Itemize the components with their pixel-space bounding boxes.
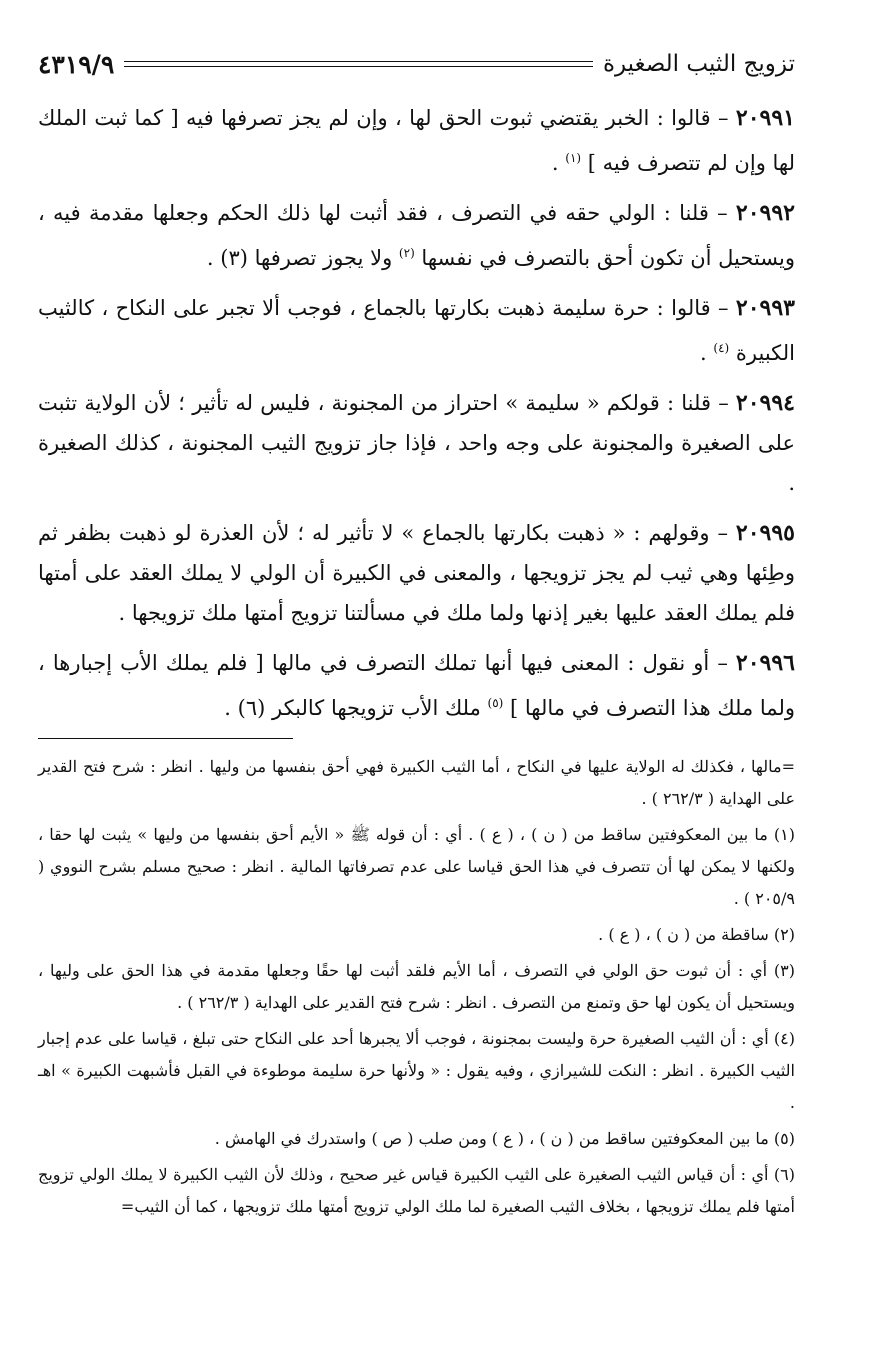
footnote-text: أي : أن ثبوت حق الولي في التصرف ، أما الأيم فلقد أثبت لها حقًا وجعلها مقدمة في هذا الحق على وليها ، ويستحيل أن يكون لها حق وتمنع من التصرف . انظر : شرح فتح القدير على الهداية ( ٢٦٢/٣ ) . — [38, 961, 795, 1012]
footnote-text: =مالها ، فكذلك له الولاية عليها في النكاح ، أما الثيب الكبيرة فهي أحق بنفسها من وليها . انظر : شرح فتح القدير على الهداية ( ٢٦٢/٣ ) . — [38, 757, 796, 808]
paragraph — [38, 383, 795, 503]
paragraph-text: – قالوا : الخبر يقتضي ثبوت الحق لها ، وإن لم يجز تصرفها فيه [ كما ثبت الملك لها وإن لم تتصرف فيه ] — [38, 106, 795, 175]
running-header — [38, 44, 795, 84]
paragraph-text: – قلنا : قولكم « سليمة » احتراز من المجنونة ، فليس له تأثير ؛ لأن الولاية تثبت على الصغيرة والمجنونة على وجه واحد ، فإذا جاز تزويج الثيب المجنونة ، كذلك الصغيرة . — [38, 391, 795, 495]
page-number: ٤٣١٩/٩ — [38, 49, 115, 79]
footnote-number: (٢) — [773, 925, 795, 944]
footnote — [38, 919, 795, 951]
header-rule — [124, 61, 593, 67]
footnotes — [38, 751, 795, 1223]
paragraph-number: ٢٠٩٩١ — [735, 105, 795, 131]
footnote-number: (٣) — [773, 961, 795, 980]
footnote-separator — [38, 738, 293, 739]
footnote-text: ما بين المعكوفتين ساقط من ( ن ) ، ( ع ) . أي : أن قوله ﷺ « الأيم أحق بنفسها من وليها » يثبت لها حقا ، ولكنها لا يمكن لها أن تتصرف في هذا الحق قياسا على عدم تصرفاتها المالية . انظر : صحيح مسلم بشرح النووي ( ٢٠٥/٩ ) . — [38, 825, 795, 908]
footnote — [38, 751, 795, 815]
running-title: تزويج الثيب الصغيرة — [602, 51, 795, 77]
footnote-number: (٤) — [773, 1029, 795, 1048]
footnote-text: ما بين المعكوفتين ساقط من ( ن ) ، ( ع ) ومن صلب ( ص ) واستدرك في الهامش . — [214, 1129, 774, 1148]
paragraph — [38, 643, 795, 728]
paragraph-tail: ولا يجوز تصرفها (٣) . — [206, 246, 399, 270]
paragraph-number: ٢٠٩٩٦ — [735, 650, 795, 676]
footnote-text: أي : أن الثيب الصغيرة حرة وليست بمجنونة ، فوجب ألا يجبرها أحد على النكاح حتى تبلغ ، قياسا على عدم إجبار الثيب الكبيرة . انظر : النكت للشيرازي ، وفيه يقول : « ولأنها حرة سليمة موطوءة في القبل فأشبهت الكبيرة » اهـ . — [38, 1029, 795, 1112]
paragraph-text: – قلنا : الولي حقه في التصرف ، فقد أثبت لها ذلك الحكم وجعلها مقدمة فيه ، ويستحيل أن تكون أحق بالتصرف في نفسها — [38, 201, 795, 270]
footnote-number: (٦) — [773, 1165, 796, 1184]
footnote-ref[interactable]: (٥) — [487, 696, 504, 710]
paragraph-number: ٢٠٩٩٢ — [735, 200, 795, 226]
footnote-text: ساقطة من ( ن ) ، ( ع ) . — [598, 925, 774, 944]
paragraph — [38, 288, 795, 373]
paragraph-number: ٢٠٩٩٤ — [735, 390, 795, 416]
footnote-number: (١) — [773, 825, 795, 844]
footnote — [38, 1123, 795, 1155]
paragraph-tail: ملك الأب تزويجها كالبكر (٦) . — [224, 696, 488, 720]
paragraph: ٢٠٩٩١ – قالوا : الخبر يقتضي ثبوت الحق لها ، وإن لم يجز تصرفها فيه [ كما ثبت الملك لها وإن لم تتصرف فيه ] $^{(١)}$ . — [38, 105, 795, 175]
footnote-number: (٥) — [773, 1129, 795, 1148]
paragraph-tail: . — [700, 341, 714, 365]
paragraph-text: – أو نقول : المعنى فيها أنها تملك التصرف في مالها [ فلم يملك الأب إجبارها ، ولما ملك هذا التصرف في مالها ] — [38, 651, 795, 720]
footnote — [38, 819, 795, 915]
footnote-text: أي : أن قياس الثيب الصغيرة على الثيب الكبيرة قياس غير صحيح ، وذلك لأن الثيب الكبيرة لا يملك الولي تزويج أمتها فلم يملك تزويجها ، بخلاف الثيب الصغيرة لما ملك الولي تزويج أمتها ملك تزويجها ، كما أن الثيب= — [38, 1165, 795, 1216]
paragraph-text: – قالوا : حرة سليمة ذهبت بكارتها بالجماع ، فوجب ألا تجبر على النكاح ، كالثيب الكبيرة — [38, 296, 795, 365]
paragraph — [38, 193, 795, 278]
footnote — [38, 955, 795, 1019]
main-text — [38, 98, 795, 728]
footnote-ref[interactable]: (١) — [565, 151, 582, 165]
footnote-ref[interactable]: (٤) — [713, 341, 730, 355]
footnote-ref[interactable]: (٢) — [398, 246, 415, 260]
paragraph-text: – وقولهم : « ذهبت بكارتها بالجماع » لا تأثير له ؛ لأن العذرة لو ذهبت بظفر ثم وطِئها وهي ثيب لم يجز تزويجها ، والمعنى في الكبيرة أن الولي لا يملك العقد على أمتها فلم يملك العقد عليها بغير إذنها ولما ملك في مسألتنا تزويج أمتها ملك تزويجها . — [38, 521, 795, 625]
footnote — [38, 1023, 795, 1119]
paragraph-number: ٢٠٩٩٣ — [735, 295, 795, 321]
footnote — [38, 1159, 795, 1223]
paragraph-number: ٢٠٩٩٥ — [735, 520, 795, 546]
paragraph — [38, 513, 795, 633]
